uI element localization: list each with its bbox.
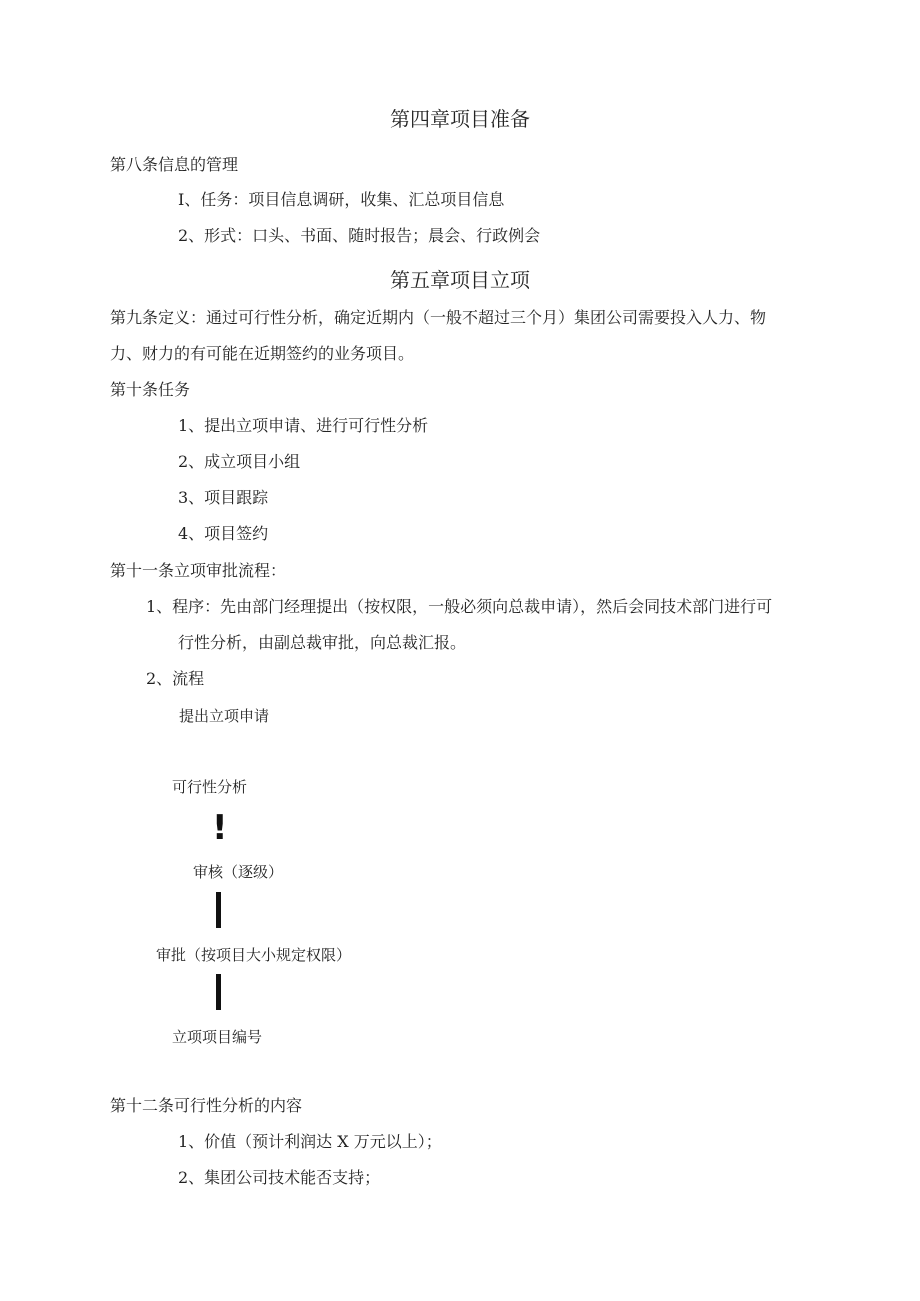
article-10-item-2: 2、成立项目小组 xyxy=(178,452,301,471)
article-10-item-3: 3、项目跟踪 xyxy=(178,488,269,507)
flow-connector-3 xyxy=(216,974,221,1010)
article-8-item-1: I、任务：项目信息调研，收集、汇总项目信息 xyxy=(178,190,505,209)
article-11-procedure-line-1: 1、程序：先由部门经理提出（按权限，一般必须向总裁申请），然后会同技术部门进行可 xyxy=(146,597,773,616)
article-11-title: 第十一条立项审批流程： xyxy=(110,561,287,580)
article-11-procedure-line-2: 行性分析，由副总裁审批，向总裁汇报。 xyxy=(178,633,467,652)
article-8-title: 第八条信息的管理 xyxy=(110,155,239,174)
flow-step-feasibility-analysis: 可行性分析 xyxy=(172,778,248,796)
article-11-flow-title: 2、流程 xyxy=(146,669,205,688)
article-10-item-1: 1、提出立项申请、进行可行性分析 xyxy=(178,416,429,435)
flow-connector-2 xyxy=(216,892,221,928)
article-12-title: 第十二条可行性分析的内容 xyxy=(110,1096,303,1115)
article-10-title: 第十条任务 xyxy=(110,380,191,399)
flow-step-approval: 审批（按项目大小规定权限） xyxy=(156,946,352,964)
article-9-line-2: 力、财力的有可能在近期签约的业务项目。 xyxy=(110,344,415,363)
chapter-4-title: 第四章项目准备 xyxy=(390,107,530,131)
article-8-item-2: 2、形式：口头、书面、随时报告；晨会、行政例会 xyxy=(178,226,541,245)
flow-step-project-numbering: 立项项目编号 xyxy=(172,1028,263,1046)
article-10-item-4: 4、项目签约 xyxy=(178,524,269,543)
chapter-5-title: 第五章项目立项 xyxy=(390,268,530,292)
article-12-item-1: 1、价值（预计利润达 X 万元以上）； xyxy=(178,1132,442,1151)
article-12-item-2: 2、集团公司技术能否支持； xyxy=(178,1168,381,1187)
flow-connector-1: ! xyxy=(212,808,228,848)
flow-step-review: 审核（逐级） xyxy=(193,863,284,881)
article-9-line-1: 第九条定义：通过可行性分析，确定近期内（一般不超过三个月）集团公司需要投入人力、物 xyxy=(110,308,767,327)
flow-step-submit-application: 提出立项申请 xyxy=(179,707,270,725)
